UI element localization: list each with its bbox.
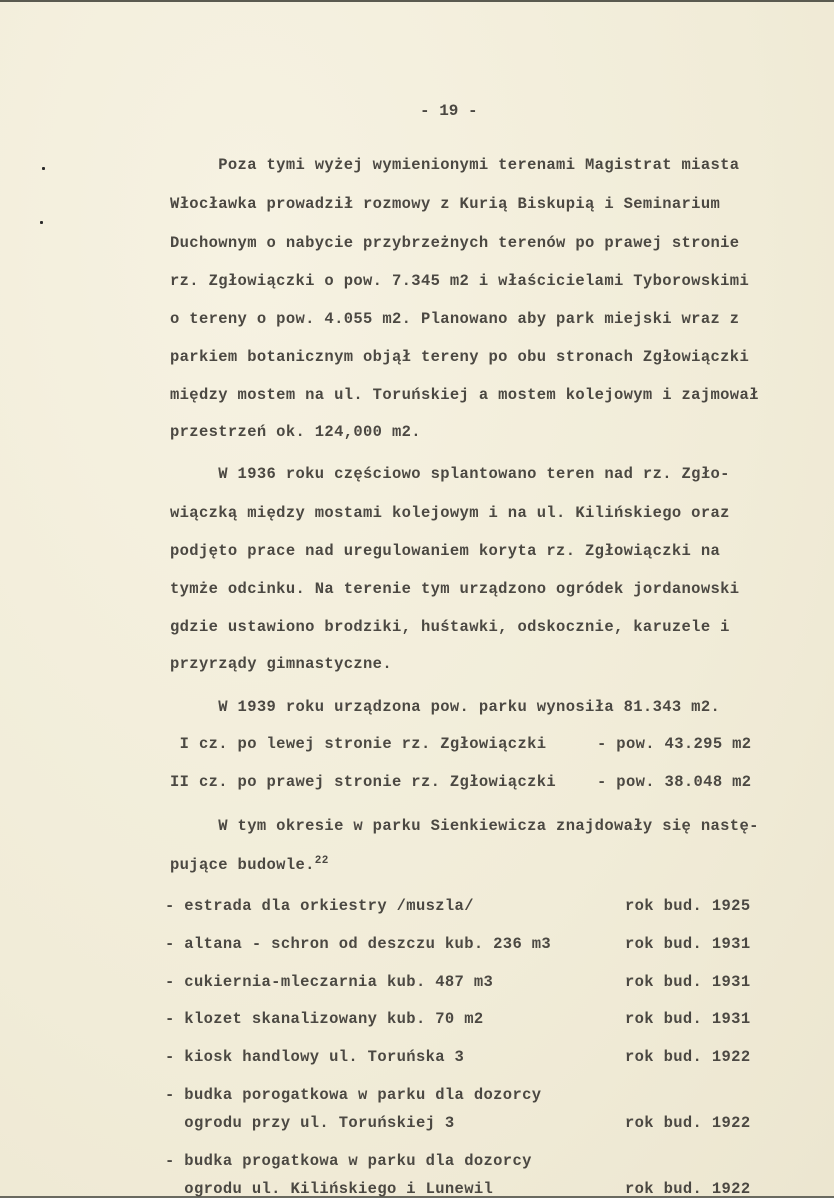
- building-year: rok bud. 1922: [625, 1180, 751, 1198]
- paragraph-3: W 1939 roku urządzona pow. parku wynosiła 81.343 m2.: [170, 698, 721, 716]
- paragraph-2-line: W 1936 roku częściowo splantowano teren nad rz. Zgło-: [170, 465, 730, 483]
- building-year: rok bud. 1931: [625, 1010, 751, 1028]
- building-year: rok bud. 1931: [625, 973, 751, 991]
- paragraph-1-line: rz. Zgłowiączki o pow. 7.345 m2 i właścicielami Tyborowskimi: [170, 272, 750, 290]
- speck: [42, 167, 45, 170]
- footnote-reference: 22: [314, 855, 329, 867]
- paragraph-4-line: [170, 855, 329, 874]
- building-year: rok bud. 1925: [625, 897, 751, 915]
- paragraph-2-line: podjęto prace nad uregulowaniem koryta rz. Zgłowiączki na: [170, 542, 721, 560]
- paragraph-1-line: parkiem botanicznym objął tereny po obu stronach Zgłowiączki: [170, 348, 750, 366]
- building-item: - klozet skanalizowany kub. 70 m2: [165, 1010, 484, 1028]
- paragraph-4-line: W tym okresie w parku Sienkiewicza znajdowały się nastę-: [170, 817, 759, 835]
- building-item-continued: ogrodu ul. Kilińskiego i Lunewil: [165, 1180, 494, 1198]
- building-year: rok bud. 1922: [625, 1048, 751, 1066]
- paragraph-1-line: między mostem na ul. Toruńskiej a mostem kolejowym i zajmował: [170, 386, 759, 404]
- building-item: - budka porogatkowa w parku dla dozorcy: [165, 1086, 542, 1104]
- building-year: rok bud. 1922: [625, 1114, 751, 1132]
- paragraph-1-line: Włocławka prowadził rozmowy z Kurią Biskupią i Seminarium: [170, 195, 721, 213]
- paragraph-4-text: pujące budowle.: [170, 856, 315, 874]
- paragraph-2-line: gdzie ustawiono brodziki, huśtawki, odskocznie, karuzele i: [170, 618, 730, 636]
- paragraph-1-line: Duchownym o nabycie przybrzeżnych terenów po prawej stronie: [170, 234, 740, 252]
- paragraph-2-line: wiączką między mostami kolejowym i na ul. Kilińskiego oraz: [170, 504, 730, 522]
- building-item-continued: ogrodu przy ul. Toruńskiej 3: [165, 1114, 455, 1132]
- paragraph-1-line: przestrzeń ok. 124,000 m2.: [170, 423, 421, 441]
- paragraph-2-line: przyrządy gimnastyczne.: [170, 655, 392, 673]
- building-item: - altana - schron od deszczu kub. 236 m3: [165, 935, 552, 953]
- building-item: - kiosk handlowy ul. Toruńska 3: [165, 1048, 465, 1066]
- area-part-value: - pow. 38.048 m2: [597, 773, 752, 791]
- speck: [40, 221, 43, 224]
- building-item: - estrada dla orkiestry /muszla/: [165, 897, 474, 915]
- area-part-label: I cz. po lewej stronie rz. Zgłowiączki: [170, 735, 547, 753]
- building-year: rok bud. 1931: [625, 935, 751, 953]
- paragraph-2-line: tymże odcinku. Na terenie tym urządzono ogródek jordanowski: [170, 580, 740, 598]
- area-part-value: - pow. 43.295 m2: [597, 735, 752, 753]
- page-number: - 19 -: [420, 102, 478, 120]
- paragraph-1-line: o tereny o pow. 4.055 m2. Planowano aby park miejski wraz z: [170, 310, 740, 328]
- paragraph-1-line: Poza tymi wyżej wymienionymi terenami Magistrat miasta: [170, 156, 740, 174]
- area-part-label: II cz. po prawej stronie rz. Zgłowiączki: [170, 773, 557, 791]
- building-item: - cukiernia-mleczarnia kub. 487 m3: [165, 973, 494, 991]
- building-item: - budka progatkowa w parku dla dozorcy: [165, 1152, 532, 1170]
